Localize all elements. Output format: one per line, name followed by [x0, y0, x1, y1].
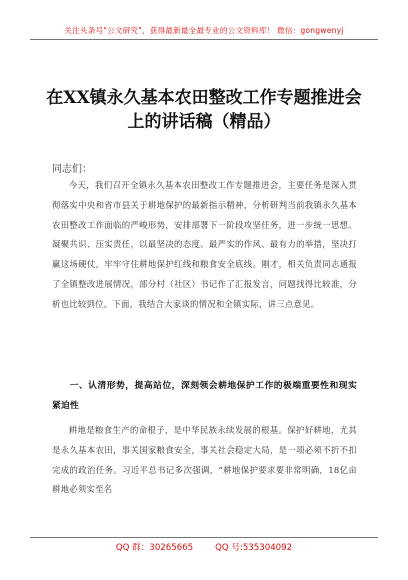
- header-banner: 关注头条号"公文研究"，获得最新最全最专业的公文资料库！ 微信：gongwenyj: [30, 22, 378, 40]
- section-paragraph: 耕地是粮食生产的命根子，是中华民族永续发展的根基。保护好耕地，尤其是永久基本农田，事关国家粮食安全，事关社会稳定大局，是一项必须不折不扣完成的政治任务。习近平总书记多次强调，“耕地保护要求要非常明确，18亿亩耕地必须实至名: [52, 425, 357, 495]
- salutation: 同志们：: [52, 164, 92, 175]
- document-title: 在XX镇永久基本农田整改工作专题推进会上的讲话稿（精品）: [46, 88, 362, 132]
- footer: [30, 537, 378, 555]
- section-heading: 一、认清形势，提高站位，深刻领会耕地保护工作的极端重要性和现实紧迫性: [52, 381, 357, 411]
- footer-qq-number: QQ 号:535304092: [215, 542, 293, 553]
- footer-qq-group: QQ 群：30265665: [115, 542, 194, 553]
- body-paragraph: 今天，我们召开全镇永久基本农田整改工作专题推进会，主要任务是深入贯彻落实中央和省市县关于耕地保护的最新指示精神，分析研判当前我镇永久基本农田整改工作面临的严峻形势，安排部署下一阶段攻坚任务，进一步统一思想、凝聚共识、压实责任，以最坚决的态度、最严实的作风、最有力的举措，坚决打赢这场硬仗，牢牢守住耕地保护红线和粮食安全底线。刚才，相关负责同志通报了全镇整改进展情况，部分村（社区）书记作了汇报发言，问题找得比较准，分析也比较到位。下面，我结合大家谈的情况和全镇实际，讲三点意见。: [52, 180, 357, 309]
